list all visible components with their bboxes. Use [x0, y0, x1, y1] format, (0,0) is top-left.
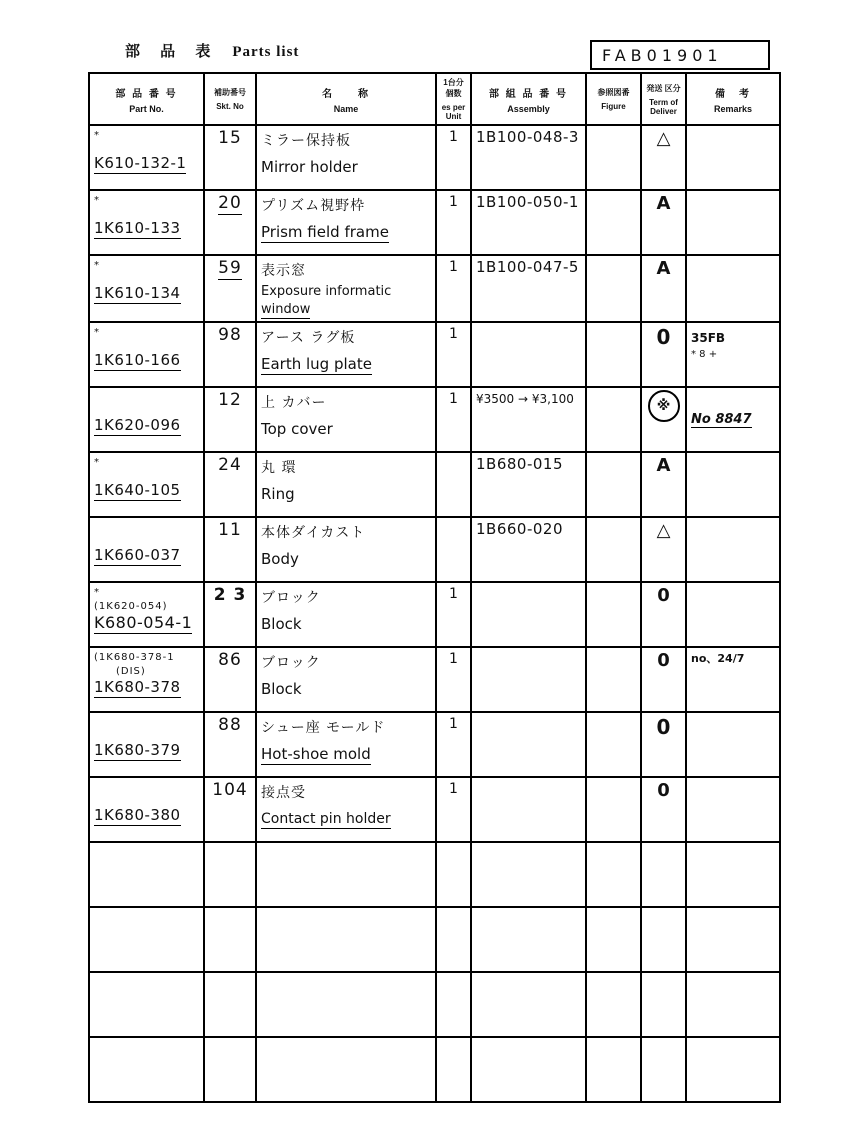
empty-cell — [586, 907, 641, 972]
empty-cell — [641, 972, 686, 1037]
name-en: Body — [261, 550, 299, 568]
qty-value: 1 — [449, 651, 458, 667]
aux-no-cell — [204, 582, 256, 647]
delivery-mark: 0 — [657, 650, 670, 671]
col-header-name: 名 称 Name — [256, 73, 436, 125]
part-note-line2: (1K620-054) — [94, 601, 168, 612]
part-note: * — [94, 130, 100, 141]
part-no-cell — [89, 452, 204, 517]
part-no-cell — [89, 322, 204, 387]
figure-cell — [586, 777, 641, 842]
empty-cell — [204, 907, 256, 972]
name-cell — [256, 582, 436, 647]
remarks-cell — [686, 255, 780, 322]
delivery-mark: 0 — [656, 715, 671, 739]
table-row — [89, 582, 780, 647]
part-no: 1K620-096 — [94, 416, 181, 434]
remark-line1: 35FB — [691, 331, 726, 345]
part-note — [94, 520, 199, 546]
delivery-mark-cell — [641, 712, 686, 777]
name-cell — [256, 387, 436, 452]
aux-no: 88 — [218, 715, 242, 735]
name-jp: 接点受 — [261, 785, 306, 801]
part-no: 1K640-105 — [94, 481, 181, 499]
part-no-cell — [89, 125, 204, 190]
name-en: Mirror holder — [261, 158, 358, 176]
part-note: (1K680-378-1 — [94, 652, 175, 663]
delivery-mark: 0 — [657, 780, 670, 801]
part-note: * — [94, 587, 100, 598]
empty-cell — [686, 842, 780, 907]
table-row-empty — [89, 972, 780, 1037]
assembly-cell — [471, 517, 586, 582]
part-note — [94, 780, 199, 806]
name-jp: 表示窓 — [261, 263, 306, 279]
empty-cell — [204, 842, 256, 907]
table-row — [89, 255, 780, 322]
delivery-mark-cell — [641, 190, 686, 255]
figure-cell — [586, 190, 641, 255]
figure-cell — [586, 452, 641, 517]
qty-value: 1 — [449, 716, 458, 732]
table-row — [89, 322, 780, 387]
assembly-cell — [471, 125, 586, 190]
part-no-cell — [89, 582, 204, 647]
col-header-part-no: 部 品 番 号 Part No. — [89, 73, 204, 125]
remarks-cell — [686, 190, 780, 255]
aux-no: 86 — [218, 650, 242, 670]
delivery-mark-cell — [641, 322, 686, 387]
aux-no-cell — [204, 255, 256, 322]
qty-cell — [436, 255, 471, 322]
assembly-cell — [471, 777, 586, 842]
remarks-cell — [686, 517, 780, 582]
qty-value: 1 — [449, 259, 458, 275]
empty-cell — [436, 1037, 471, 1102]
qty-cell — [436, 125, 471, 190]
figure-cell — [586, 255, 641, 322]
delivery-mark: △ — [656, 520, 671, 541]
empty-cell — [586, 842, 641, 907]
name-jp: ミラー保持板 — [261, 133, 351, 149]
part-no: 1K610-133 — [94, 219, 181, 237]
name-en: Top cover — [261, 420, 333, 438]
aux-no-cell — [204, 322, 256, 387]
name-cell — [256, 517, 436, 582]
empty-cell — [641, 842, 686, 907]
empty-cell — [436, 972, 471, 1037]
remarks-cell — [686, 125, 780, 190]
col-header-remarks: 備 考 Remarks — [686, 73, 780, 125]
qty-cell — [436, 517, 471, 582]
part-no: 1K680-379 — [94, 741, 181, 759]
table-header-row — [89, 73, 780, 125]
empty-cell — [204, 972, 256, 1037]
part-note: * — [94, 195, 100, 206]
part-note — [94, 390, 199, 416]
name-en: Ring — [261, 485, 295, 503]
delivery-mark: A — [656, 258, 671, 279]
part-no-cell — [89, 255, 204, 322]
name-en: Hot-shoe mold — [261, 745, 371, 763]
delivery-mark-cell — [641, 452, 686, 517]
qty-cell — [436, 387, 471, 452]
aux-no: 20 — [218, 193, 242, 213]
assembly-cell — [471, 452, 586, 517]
empty-cell — [89, 907, 204, 972]
part-no-cell — [89, 387, 204, 452]
assembly-cell — [471, 322, 586, 387]
assembly-no: 1B680-015 — [476, 455, 564, 473]
table-row — [89, 712, 780, 777]
delivery-mark: A — [656, 455, 671, 476]
delivery-mark-cell — [641, 517, 686, 582]
part-no-cell — [89, 712, 204, 777]
part-no-cell — [89, 777, 204, 842]
aux-no-cell — [204, 125, 256, 190]
empty-cell — [686, 907, 780, 972]
part-no: 1K680-378 — [94, 678, 181, 696]
table-row — [89, 517, 780, 582]
part-no-cell — [89, 647, 204, 712]
name-cell — [256, 647, 436, 712]
table-row-empty — [89, 842, 780, 907]
empty-cell — [436, 907, 471, 972]
name-en: Prism field frame — [261, 223, 389, 241]
qty-cell — [436, 647, 471, 712]
name-en: Block — [261, 615, 302, 633]
qty-value: 1 — [449, 326, 458, 342]
empty-cell — [586, 972, 641, 1037]
empty-cell — [256, 1037, 436, 1102]
part-no: K680-054-1 — [94, 613, 193, 632]
qty-value: 1 — [449, 781, 458, 797]
empty-cell — [471, 842, 586, 907]
aux-no: 98 — [218, 325, 242, 345]
remark-line1: no、24/7 — [691, 652, 745, 665]
assembly-no: 1B100-047-5 — [476, 258, 579, 276]
aux-no-cell — [204, 387, 256, 452]
assembly-cell — [471, 387, 586, 452]
col-header-figure: 参照図番 Figure — [586, 73, 641, 125]
col-header-qty: 1台分 個数 es per Unit — [436, 73, 471, 125]
name-en: Exposure informatic — [261, 284, 392, 299]
assembly-cell — [471, 647, 586, 712]
remark-line2: * 8 + — [691, 349, 718, 360]
assembly-no: 1B660-020 — [476, 520, 564, 538]
empty-cell — [89, 842, 204, 907]
qty-value: 1 — [449, 391, 458, 407]
qty-cell — [436, 777, 471, 842]
delivery-mark: A — [656, 193, 671, 214]
aux-no-cell — [204, 517, 256, 582]
aux-no: 11 — [218, 520, 242, 540]
name-cell — [256, 777, 436, 842]
part-no: K610-132-1 — [94, 154, 187, 172]
qty-cell — [436, 712, 471, 777]
name-cell — [256, 125, 436, 190]
figure-cell — [586, 647, 641, 712]
name-cell — [256, 190, 436, 255]
name-en: Earth lug plate — [261, 355, 372, 373]
empty-cell — [686, 972, 780, 1037]
name-cell — [256, 255, 436, 322]
parts-table — [88, 72, 781, 1103]
page-title-en: Parts list — [232, 44, 300, 60]
aux-no: 59 — [218, 258, 242, 278]
delivery-mark-cell — [641, 255, 686, 322]
name-cell — [256, 712, 436, 777]
name-jp: ブロック — [261, 590, 321, 606]
delivery-mark: 0 — [657, 585, 670, 606]
delivery-mark: 0 — [656, 325, 671, 349]
remarks-cell — [686, 712, 780, 777]
remarks-cell — [686, 452, 780, 517]
part-no: 1K610-134 — [94, 284, 181, 302]
table-row-empty — [89, 1037, 780, 1102]
assembly-cell — [471, 255, 586, 322]
qty-value: 1 — [449, 586, 458, 602]
empty-cell — [89, 972, 204, 1037]
part-note-line2: (DIS) — [116, 666, 146, 677]
empty-cell — [436, 842, 471, 907]
part-note: * — [94, 260, 100, 271]
price-note: ¥3500 → ¥3,100 — [476, 392, 574, 406]
aux-no-cell — [204, 712, 256, 777]
empty-cell — [256, 842, 436, 907]
empty-cell — [641, 1037, 686, 1102]
aux-no-cell — [204, 452, 256, 517]
figure-cell — [586, 582, 641, 647]
empty-cell — [256, 907, 436, 972]
name-jp: 本体ダイカスト — [261, 525, 366, 541]
figure-cell — [586, 125, 641, 190]
name-en: Block — [261, 680, 302, 698]
empty-cell — [686, 1037, 780, 1102]
delivery-mark-cell — [641, 125, 686, 190]
name-jp: プリズム視野枠 — [261, 198, 366, 214]
delivery-mark: △ — [656, 128, 671, 149]
aux-no: 2 3 — [213, 585, 247, 605]
name-en-line2: window — [261, 302, 311, 317]
delivery-mark-cell — [641, 582, 686, 647]
name-jp: シュー座 モールド — [261, 720, 386, 736]
name-jp: アース ラグ板 — [261, 330, 356, 346]
figure-cell — [586, 387, 641, 452]
remarks-cell — [686, 322, 780, 387]
empty-cell — [256, 972, 436, 1037]
name-cell — [256, 452, 436, 517]
table-row — [89, 387, 780, 452]
table-row — [89, 647, 780, 712]
col-header-aux-no: 補助番号 Skt. No — [204, 73, 256, 125]
figure-cell — [586, 712, 641, 777]
aux-no-cell — [204, 190, 256, 255]
part-no: 1K610-166 — [94, 351, 181, 369]
empty-cell — [641, 907, 686, 972]
name-jp: ブロック — [261, 655, 321, 671]
figure-cell — [586, 517, 641, 582]
remarks-cell — [686, 387, 780, 452]
aux-no: 15 — [218, 128, 242, 148]
remarks-cell — [686, 582, 780, 647]
part-note: * — [94, 327, 100, 338]
delivery-mark-cell — [641, 777, 686, 842]
name-cell — [256, 322, 436, 387]
name-en: Contact pin holder — [261, 811, 391, 827]
aux-no: 12 — [218, 390, 242, 410]
qty-cell — [436, 452, 471, 517]
figure-cell — [586, 322, 641, 387]
qty-cell — [436, 322, 471, 387]
part-note — [94, 715, 199, 741]
remark-line1: No 8847 — [691, 412, 752, 427]
table-row — [89, 190, 780, 255]
table-row — [89, 452, 780, 517]
part-no: 1K660-037 — [94, 546, 181, 564]
page-title — [125, 40, 299, 61]
assembly-cell — [471, 190, 586, 255]
assembly-cell — [471, 582, 586, 647]
page-title-jp: 部 品 表 — [125, 43, 219, 60]
remarks-cell — [686, 777, 780, 842]
delivery-mark-cell — [641, 647, 686, 712]
assembly-no: 1B100-048-3 — [476, 128, 579, 146]
table-row — [89, 777, 780, 842]
delivery-mark-cell — [641, 387, 686, 452]
delivery-mark-circled: ※ — [648, 390, 680, 422]
aux-no-cell — [204, 777, 256, 842]
part-no-cell — [89, 190, 204, 255]
empty-cell — [471, 907, 586, 972]
qty-value: 1 — [449, 129, 458, 145]
empty-cell — [471, 1037, 586, 1102]
part-no: 1K680-380 — [94, 806, 181, 824]
empty-cell — [204, 1037, 256, 1102]
assembly-no: 1B100-050-1 — [476, 193, 579, 211]
table-row-empty — [89, 907, 780, 972]
aux-no: 24 — [218, 455, 242, 475]
empty-cell — [89, 1037, 204, 1102]
part-no-cell — [89, 517, 204, 582]
part-note: * — [94, 457, 100, 468]
qty-cell — [436, 582, 471, 647]
assembly-cell — [471, 712, 586, 777]
qty-value: 1 — [449, 194, 458, 210]
document-number: FAB01901 — [602, 45, 723, 65]
table-row — [89, 125, 780, 190]
document-number-box — [590, 40, 770, 70]
empty-cell — [586, 1037, 641, 1102]
col-header-delivery: 発送 区分 Term of Deliver — [641, 73, 686, 125]
empty-cell — [471, 972, 586, 1037]
aux-no-cell — [204, 647, 256, 712]
name-jp: 丸 環 — [261, 460, 297, 476]
name-jp: 上 カバー — [261, 395, 327, 411]
remarks-cell — [686, 647, 780, 712]
aux-no: 104 — [212, 780, 248, 800]
qty-cell — [436, 190, 471, 255]
col-header-assembly: 部 組 品 番 号 Assembly — [471, 73, 586, 125]
